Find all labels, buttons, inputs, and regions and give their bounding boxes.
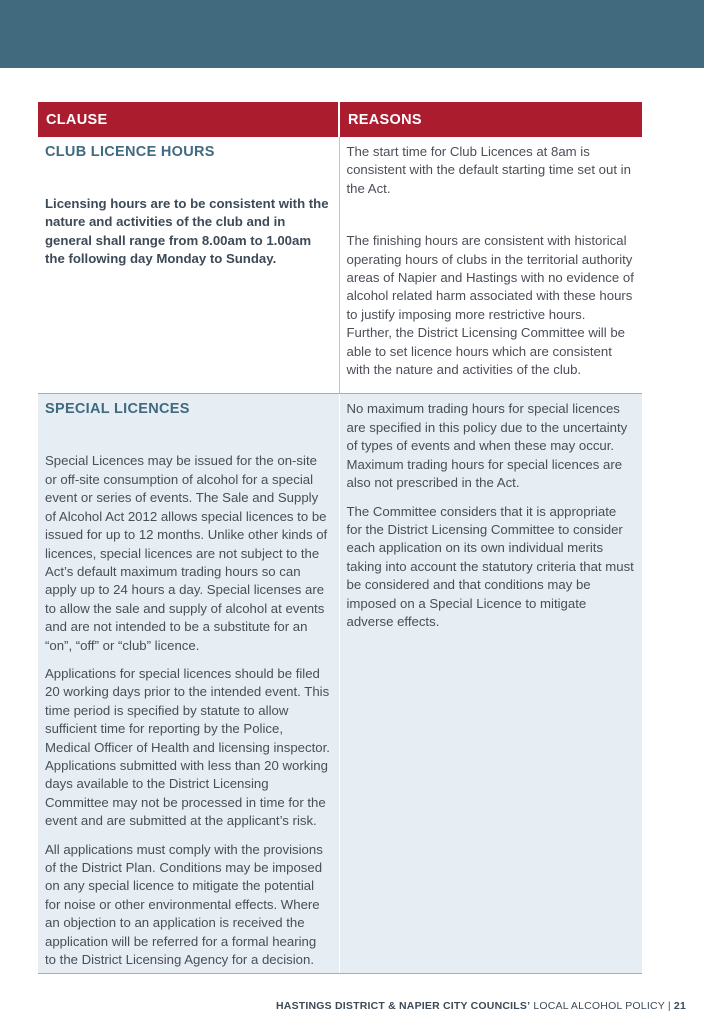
page-footer — [276, 1000, 686, 1012]
clause-cell — [38, 394, 339, 974]
clause-text: Licensing hours are to be consistent with the nature and activities of the club and in general shall range from 8.00am to 1.00am the following day Monday to Sunday. — [45, 196, 329, 267]
clause-cell — [38, 137, 339, 394]
table-row-club-licence-hours — [38, 137, 642, 394]
reason-paragraph: The start time for Club Licences at 8am is consistent with the default starting time set out in the Act. — [346, 144, 631, 196]
reason-paragraph: No maximum trading hours for special licences are specified in this policy due to the uncertainty of types of events and when these may occur. Maximum trading hours for special licences are also not prescribed in the Act. — [346, 401, 628, 491]
reason-paragraph: The finishing hours are consistent with historical operating hours of clubs in the territorial authority areas of Napier and Hastings with no evidence of alcohol related harm associated with these hours to justify imposing more restrictive hours. Further, the District Licensing Committee will be able to set licence hours which are consistent with the nature and activities of the club. — [346, 233, 634, 378]
reasons-column-header: REASONS — [339, 102, 642, 137]
reason-paragraph: The Committee considers that it is appropriate for the District Licensing Committee to consider each application on its own individual merits taking into account the statutory criteria that must be considered and that conditions may be imposed on a Special Licence to mitigate adverse effects. — [346, 503, 634, 629]
clause-paragraph: Applications for special licences should be filed 20 working days prior to the intended event. This time period is specified by statute to allow sufficient time for reporting by the Police, Medical Officer of Health and licensing inspector. Applications submitted with less than 20 working days available to the District Licensing Committee may not be processed in time for the event and are submitted at the applicant’s risk. — [45, 665, 330, 829]
page-number: 21 — [673, 1000, 686, 1012]
table-row-special-licences — [38, 394, 642, 974]
clause-title: CLUB LICENCE HOURS — [45, 144, 215, 160]
clause-paragraph: All applications must comply with the provisions of the District Plan. Conditions may be imposed on any special licence to mitigate the potential for noise or other environmental effects. Where an objection to an application is received the application will be referred for a formal hearing to the District Licensing Agency for a decision. — [45, 841, 323, 968]
footer-policy: LOCAL ALCOHOL POLICY | — [530, 1000, 674, 1012]
top-banner — [0, 0, 704, 68]
footer-councils: HASTINGS DISTRICT & NAPIER CITY COUNCILS’ — [276, 1000, 531, 1012]
table-header-row — [38, 102, 642, 137]
reasons-cell — [339, 394, 642, 974]
clause-title: SPECIAL LICENCES — [45, 401, 190, 418]
policy-table — [38, 102, 642, 974]
reasons-cell — [339, 137, 642, 394]
clause-column-header: CLAUSE — [38, 102, 339, 137]
clause-paragraph: Special Licences may be issued for the on-site or off-site consumption of alcohol for a special event or series of events. The Sale and Supply of Alcohol Act 2012 allows special licences to be issued for up to 12 months. Unlike other kinds of licences, special licences are not subject to the Act’s default maximum trading hours so can apply up to 24 hours a day. Special licenses are to allow the sale and supply of alcohol at events and are not intended to be a substitute for an “on”, “off” or “club” licence. — [45, 453, 328, 653]
